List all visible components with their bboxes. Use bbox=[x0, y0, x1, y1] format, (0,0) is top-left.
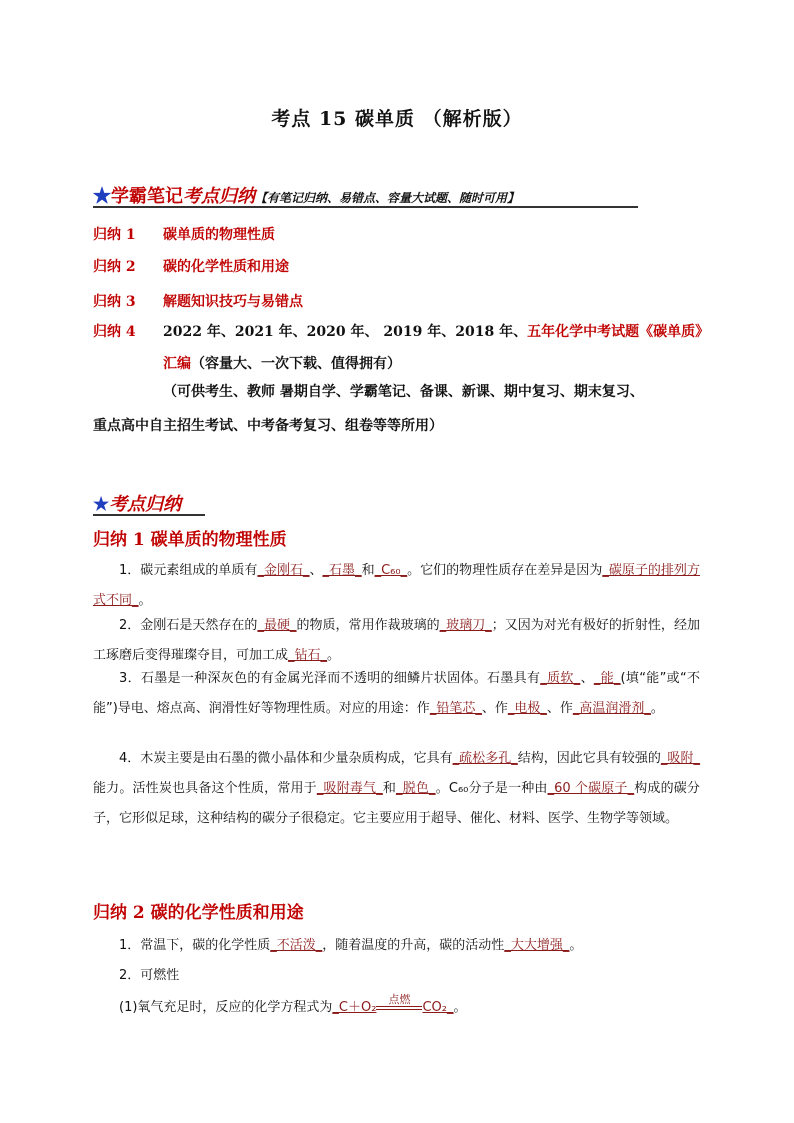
text-segment: 2．金刚石是天然存在的 bbox=[119, 618, 258, 633]
text-segment: 3．石墨是一种深灰色的有金属光泽而不透明的细鳞片状固体。石墨具有 bbox=[119, 671, 541, 686]
answer: CO₂_ bbox=[422, 1000, 454, 1015]
study-notes-banner bbox=[93, 182, 638, 208]
text-segment: 、 bbox=[580, 671, 594, 686]
toc-item-3 bbox=[93, 291, 303, 311]
banner-label-summary: 考点归纳 bbox=[183, 186, 255, 207]
answer: _电极_ bbox=[507, 701, 547, 716]
page-title: 考点 15 碳单质 （解析版） bbox=[271, 108, 523, 130]
answer: _金刚石_ bbox=[257, 563, 310, 578]
text-segment: 归纳 4 bbox=[93, 324, 136, 340]
answer: _质软_ bbox=[540, 671, 581, 686]
text-segment: 和 bbox=[361, 563, 375, 578]
text-segment: ，随着温度的升高，碳的活动性 bbox=[322, 938, 505, 953]
answer: _高温润滑剂_ bbox=[572, 701, 651, 716]
toc-note-continued: 重点高中自主招生考试、中考备考复习、组卷等等所用） bbox=[93, 418, 443, 434]
text-segment: 能力。活性炭也具备这个性质，常用于 bbox=[93, 781, 317, 796]
paragraph-1 bbox=[93, 556, 700, 616]
text-segment: （容量大、一次下载、值得拥有） bbox=[191, 356, 401, 372]
star-icon: ★ bbox=[93, 494, 110, 515]
section-2-line-1 bbox=[119, 934, 582, 953]
answer: _玻璃刀_ bbox=[439, 618, 492, 633]
paragraph-4 bbox=[93, 744, 700, 834]
answer: _吸附_ bbox=[660, 751, 700, 766]
text-segment: 碳的化学性质和用途 bbox=[163, 259, 289, 275]
reaction-condition bbox=[376, 993, 422, 1010]
text-segment: 。 bbox=[569, 938, 583, 953]
answer: _碳原子的排列方式不同_ bbox=[93, 563, 700, 608]
text-segment: 、作 bbox=[546, 701, 573, 716]
toc-item-1 bbox=[93, 224, 275, 244]
answer: _C₆₀_ bbox=[374, 563, 408, 578]
toc-note: （可供考生、教师 暑期自学、学霸笔记、备课、新课、期中复习、期末复习、 bbox=[163, 384, 644, 400]
text-segment: 、作 bbox=[481, 701, 508, 716]
answer: _铅笔芯_ bbox=[429, 701, 482, 716]
text-segment: 汇编 bbox=[163, 356, 191, 372]
text-segment: 。 bbox=[138, 593, 152, 608]
text-segment: 、 bbox=[309, 563, 323, 578]
section-2-heading: 归纳 2 碳的化学性质和用途 bbox=[93, 903, 304, 923]
answer: _C＋O₂ bbox=[332, 1000, 377, 1015]
text-segment: 归纳 3 bbox=[93, 294, 136, 310]
text-segment: 点燃 bbox=[388, 993, 411, 1006]
banner-label-features: 【有笔记归纳、易错点、容量大试题、随时可用】 bbox=[255, 191, 520, 205]
text-segment: 1．常温下，碳的化学性质 bbox=[119, 938, 271, 953]
section-2-line-2: 2．可燃性 bbox=[119, 968, 180, 983]
text-segment: 。它们的物理性质存在差异是因为 bbox=[407, 563, 603, 578]
text-segment: 1．碳元素组成的单质有 bbox=[119, 563, 258, 578]
text-segment: 2022 年、2021 年、2020 年、 2019 年、2018 年、 bbox=[163, 324, 528, 340]
text-segment: 五年化学中考试题《碳单质》 bbox=[527, 324, 710, 340]
text-segment: 和 bbox=[382, 781, 397, 796]
paragraph-3 bbox=[93, 664, 700, 724]
text-segment: 归纳 1 bbox=[93, 227, 136, 243]
answer: _最硬_ bbox=[257, 618, 297, 633]
text-segment: 。 bbox=[327, 648, 341, 663]
text-segment: 的物质，常用作裁玻璃的 bbox=[296, 618, 440, 633]
answer: _吸附毒气_ bbox=[316, 781, 383, 796]
text-segment: ；又因为对光有极好的折射性，经加工琢磨后变得璀璨夺目，可加工成 bbox=[93, 618, 700, 663]
answer: _60 个碳原子_ bbox=[547, 781, 635, 796]
text-segment: 归纳 2 bbox=[93, 259, 136, 275]
text-segment: 4．木炭主要是由石墨的微小晶体和少量杂质构成，它具有 bbox=[119, 751, 453, 766]
text-segment: (1)氧气充足时，反应的化学方程式为 bbox=[119, 1000, 333, 1015]
answer: _大大增强_ bbox=[504, 938, 570, 953]
answer: _疏松多孔_ bbox=[452, 751, 518, 766]
text-segment: 。 bbox=[650, 701, 664, 716]
text-segment: 。C₆₀分子是一种由 bbox=[435, 781, 548, 796]
paragraph-2 bbox=[93, 611, 700, 671]
section-banner bbox=[93, 490, 205, 516]
text-segment: 结构，因此它具有较强的 bbox=[517, 751, 661, 766]
toc-item-4 bbox=[93, 321, 709, 341]
text-segment: 。 bbox=[453, 1000, 467, 1015]
text-segment: 解题知识技巧与易错点 bbox=[163, 294, 303, 310]
answer: _不活泼_ bbox=[270, 938, 323, 953]
toc-item-4-continued bbox=[163, 353, 401, 373]
section-banner-label: 考点归纳 bbox=[109, 494, 182, 515]
equation-line bbox=[119, 993, 467, 1016]
answer: _脱色_ bbox=[396, 781, 436, 796]
text-segment: (填“能”或“不能”)导电、熔点高、润滑性好等物理性质。对应的用途：作 bbox=[93, 671, 700, 716]
text-segment: 碳单质的物理性质 bbox=[163, 227, 275, 243]
banner-label-notes: 学霸笔记 bbox=[111, 186, 183, 207]
answer: _能_ bbox=[593, 671, 621, 686]
answer: _石墨_ bbox=[322, 563, 362, 578]
answer: _钻石_ bbox=[288, 648, 328, 663]
text-segment: 构成的碳分子，它形似足球，这种结构的碳分子很稳定。它主要应用于超导、催化、材料、医学、生物学等领域。 bbox=[93, 781, 700, 826]
star-icon: ★ bbox=[93, 186, 111, 207]
toc-item-2 bbox=[93, 256, 289, 276]
double-bar-icon bbox=[376, 1006, 422, 1010]
section-1-heading: 归纳 1 碳单质的物理性质 bbox=[93, 530, 287, 550]
